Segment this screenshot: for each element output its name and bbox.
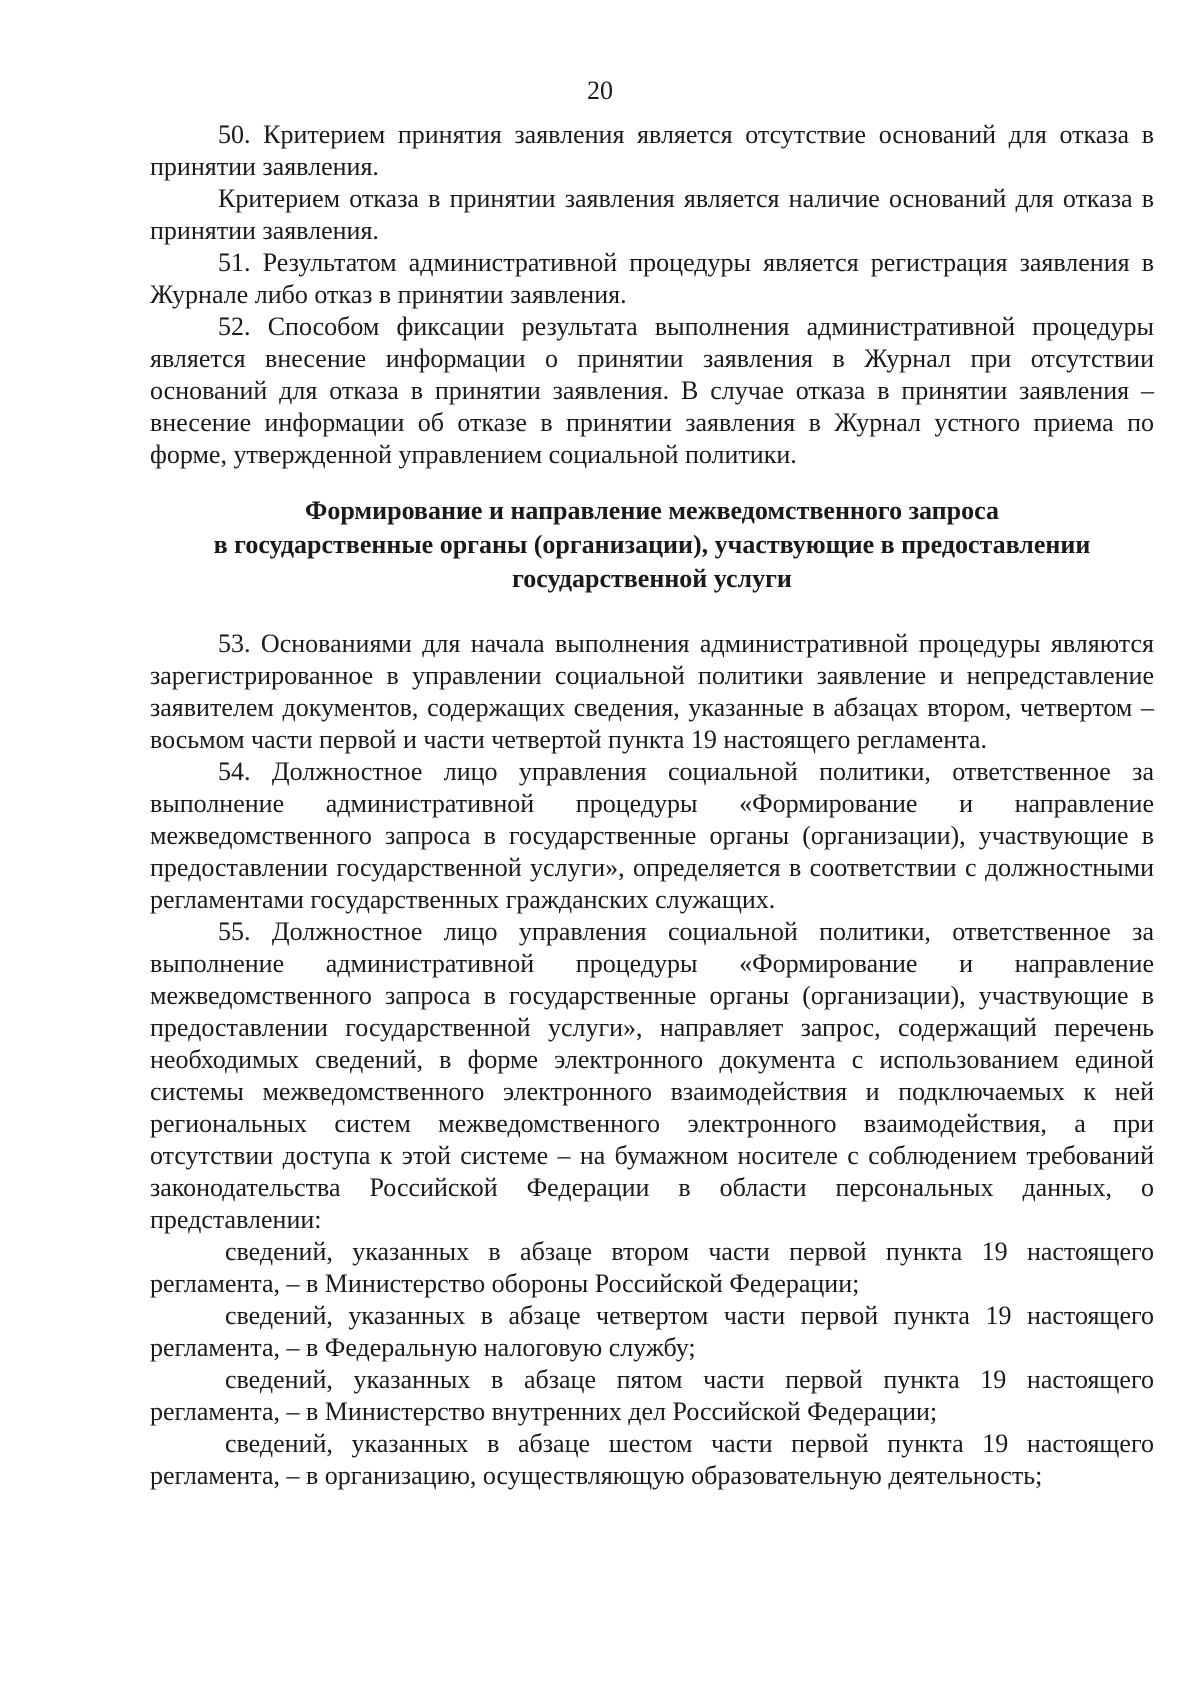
sub-paragraph-tax: сведений, указанных в абзаце четвертом части первой пункта 19 настоящего регламента, – в Федеральную налоговую службу; (150, 1301, 1154, 1362)
section-heading-line-2: в государственные органы (организации), участвующие в предоставлении (213, 530, 1091, 559)
section-heading (150, 494, 1154, 596)
top-paragraphs (150, 119, 1154, 471)
page-number: 20 (587, 76, 613, 105)
paragraph-55: 55. Должностное лицо управления социальной политики, ответственное за выполнение административной процедуры «Формирование и направление межведомственного запроса в государственные органы (организации), участвующие в предоставлении государственной услуги», направляет запрос, содержащий перечень необходимых сведений, в форме электронного документа с использованием единой системы межведомственного электронного взаимодействия и подключаемых к ней региональных систем межведомственного электронного взаимодействия, а при отсутствии доступа к этой системе – на бумажном носителе с соблюдением требований законодательства Российской Федерации в области персональных данных, о представлении: (150, 917, 1154, 1234)
main-paragraphs (150, 628, 1154, 1492)
sub-paragraph-interior: сведений, указанных в абзаце пятом части первой пункта 19 настоящего регламента, – в Министерство внутренних дел Российской Федерации; (150, 1365, 1154, 1426)
paragraph-50-refusal: Критерием отказа в принятии заявления является наличие оснований для отказа в принятии заявления. (150, 184, 1154, 245)
paragraph-53: 53. Основаниями для начала выполнения административной процедуры являются зарегистрированное в управлении социальной политики заявление и непредставление заявителем документов, содержащих сведения, указанные в абзацах втором, четвертом – восьмом части первой и части четвертой пункта 19 настоящего регламента. (150, 629, 1154, 754)
section-heading-line-3: государственной услуги (512, 564, 792, 593)
paragraph-51: 51. Результатом административной процедуры является регистрация заявления в Журнале либо отказ в принятии заявления. (150, 248, 1154, 309)
sub-paragraph-defense: сведений, указанных в абзаце втором части первой пункта 19 настоящего регламента, – в Министерство обороны Российской Федерации; (150, 1237, 1154, 1298)
paragraph-52: 52. Способом фиксации результата выполнения административной процедуры является внесение информации о принятии заявления в Журнал при отсутствии оснований для отказа в принятии заявления. В случае отказа в принятии заявления – внесение информации об отказе в принятии заявления в Журнал устного приема по форме, утвержденной управлением социальной политики. (150, 312, 1154, 469)
paragraph-50: 50. Критерием принятия заявления является отсутствие оснований для отказа в принятии заявления. (150, 120, 1154, 181)
section-heading-line-1: Формирование и направление межведомственного запроса (305, 496, 999, 525)
paragraph-54: 54. Должностное лицо управления социальной политики, ответственное за выполнение административной процедуры «Формирование и направление межведомственного запроса в государственные органы (организации), участвующие в предоставлении государственной услуги», определяется в соответствии с должностными регламентами государственных гражданских служащих. (150, 757, 1154, 914)
sub-paragraph-education: сведений, указанных в абзаце шестом части первой пункта 19 настоящего регламента, – в организацию, осуществляющую образовательную деятельность; (150, 1429, 1154, 1490)
